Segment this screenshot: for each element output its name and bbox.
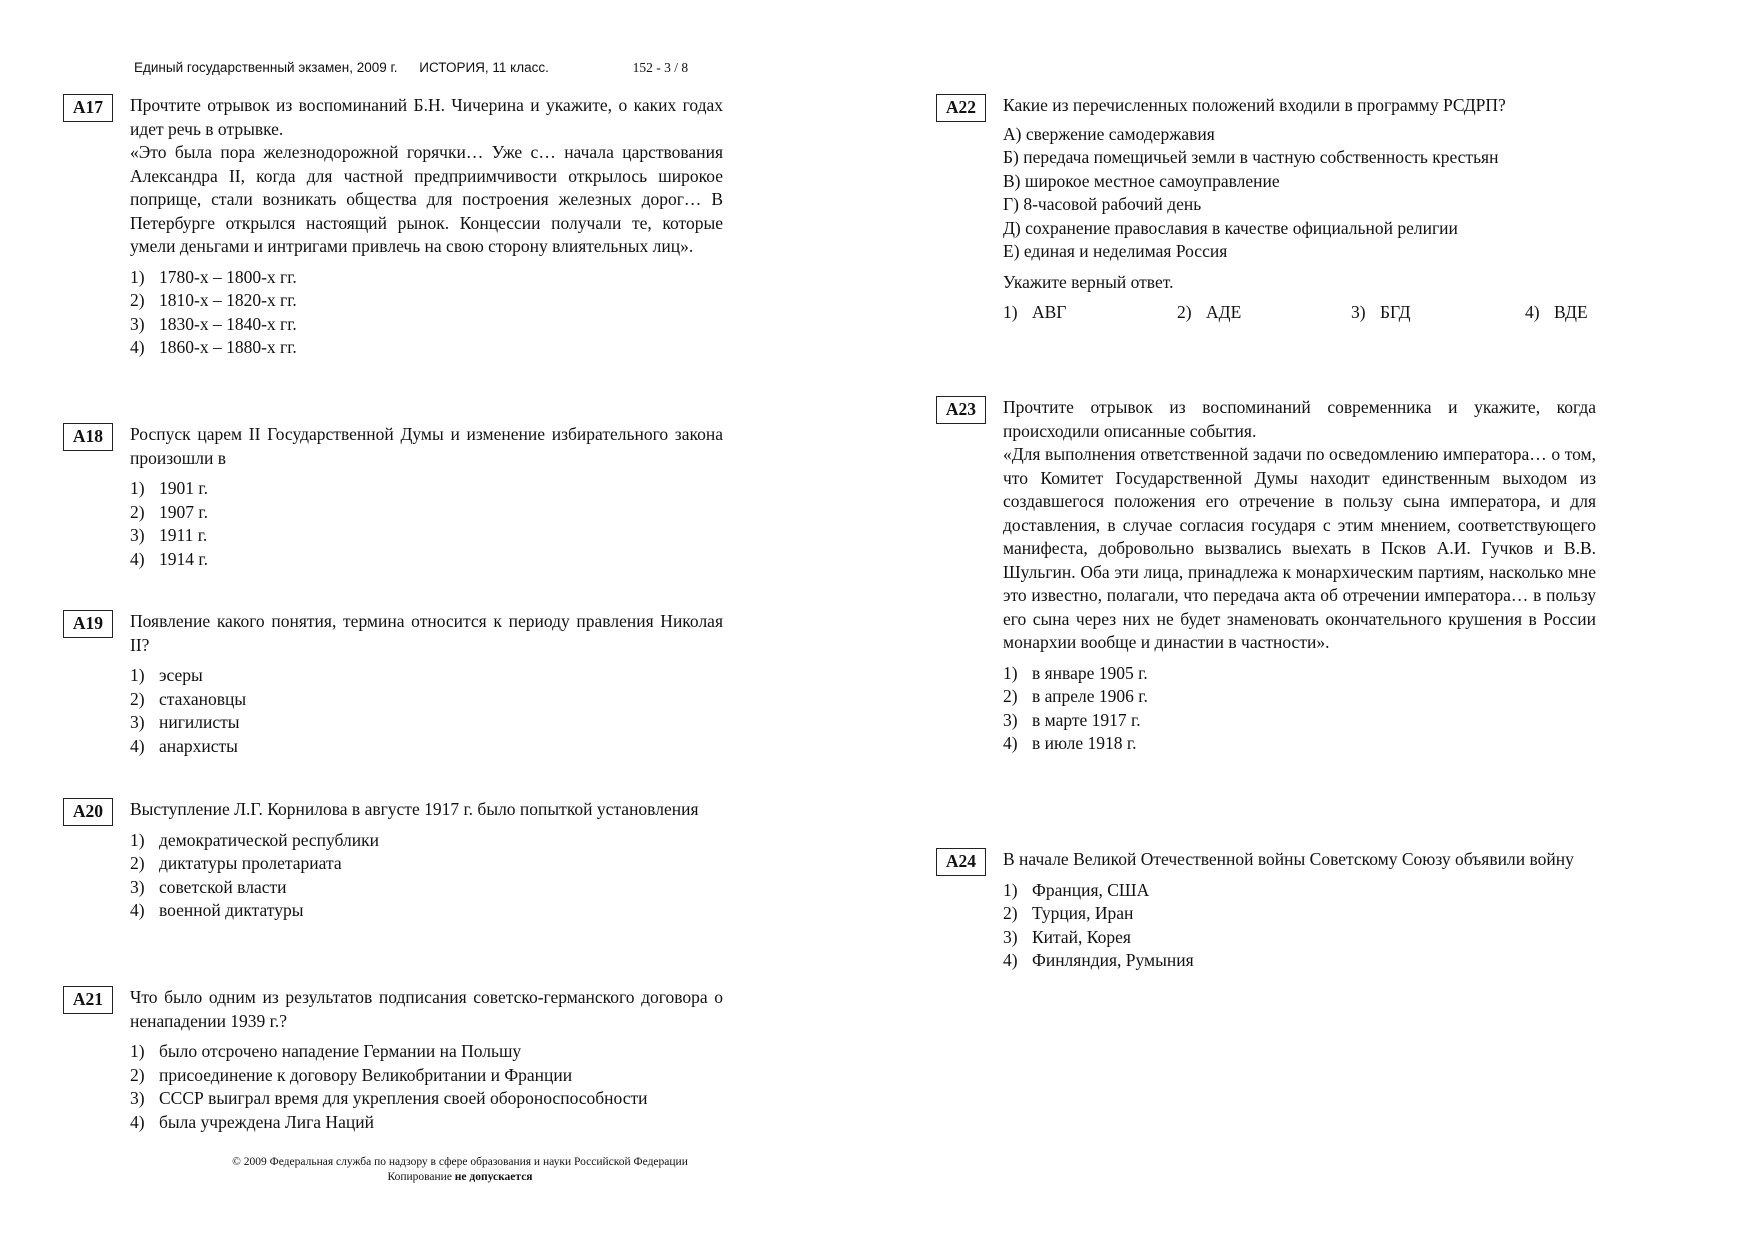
question-number-box: А20 [63,798,113,826]
answer-option[interactable]: 3) 1830-х – 1840-х гг. [130,313,297,334]
answer-options [130,266,723,360]
answer-option[interactable]: 2) в апреле 1906 г. [1003,686,1148,706]
statement-item: А) свержение самодержавия [1003,123,1215,144]
answer-option[interactable]: 2) АДЕ [1177,302,1242,322]
question-quote: «Для выполнения ответственной задачи по осведомлению императора… о том, что Комитет Государственной Думы находит единственным выходом из создавшегося положения его отречение в пользу сына императора, и для доставления, в случае согласия государя с этим мнением, соответствующего манифеста, добровольно вызвались выехать в Псков А.И. Гучков и В.В. Шульгин. Оба эти лица, принадлежа к монархическим партиям, насколько мне это известно, полагали, что передача акта об отречении императора… в пользу его сына через них не будет знаменовать окончательного крушения в России монархии вообще и династии в частности». [1003,444,1596,652]
question-text: Выступление Л.Г. Корнилова в августе 1917 г. было попыткой установления [130,799,699,819]
answer-option[interactable]: 2) Турция, Иран [1003,903,1134,923]
statement-item: Б) передача помещичьей земли в частную собственность крестьян [1003,147,1499,167]
subject-title: ИСТОРИЯ, 11 класс. [419,60,549,75]
answer-options [1003,301,1596,325]
question-a21 [63,986,723,1134]
question-text: Роспуск царем II Государственной Думы и изменение избирательного закона произошли в [130,424,723,468]
question-number-box: А19 [63,610,113,638]
question-a20 [63,798,723,923]
statement-list [1003,123,1596,264]
question-text: В начале Великой Отечественной войны Советскому Союзу объявили войну [1003,849,1574,869]
question-quote: «Это была пора железнодорожной горячки… Уже с… начала царствования Александра II, когда для частной предприимчивости открылось широкое поприще, стали возникать общества для построения железных дорог… В Петербурге открылся настоящий рынок. Концессии получали те, которые умели деньгами и интригами привлечь на свою сторону влиятельных лиц». [130,142,723,256]
page-header [134,60,688,76]
question-a22 [936,94,1596,325]
answer-option[interactable]: 4) 1860-х – 1880-х гг. [130,337,297,357]
exam-title: Единый государственный экзамен, 2009 г. [134,60,398,75]
page-number: 152 - 3 / 8 [632,60,689,75]
page-footer [160,1155,760,1185]
question-number-box: А23 [936,396,986,424]
answer-option[interactable]: 1) в январе 1905 г. [1003,662,1148,683]
statement-item: В) широкое местное самоуправление [1003,170,1280,191]
answer-options [130,829,723,923]
question-number-box: А22 [936,94,986,122]
answer-options [130,1040,723,1134]
answer-option[interactable]: 1) было отсрочено нападение Германии на Польшу [130,1041,522,1061]
answer-option[interactable]: 3) 1911 г. [130,525,208,545]
question-intro: Прочтите отрывок из воспоминаний современника и укажите, когда происходили описанные события. [1003,397,1596,441]
answer-option[interactable]: 4) анархисты [130,735,238,756]
answer-option[interactable]: 4) Финляндия, Румыния [1003,950,1194,970]
answer-option[interactable]: 2) 1907 г. [130,501,208,522]
answer-option[interactable]: 3) нигилисты [130,712,240,732]
question-text [1003,396,1596,655]
answer-option[interactable]: 1) 1901 г. [130,478,208,498]
answer-option[interactable]: 3) БГД [1351,302,1411,322]
answer-option[interactable]: 3) советской власти [130,876,287,897]
answer-option[interactable]: 1) эсеры [130,665,203,685]
answer-option[interactable]: 4) 1914 г. [130,548,208,569]
question-a19 [63,610,723,758]
question-a18 [63,423,723,571]
answer-option[interactable]: 2) диктатуры пролетариата [130,853,342,873]
question-intro: Прочтите отрывок из воспоминаний Б.Н. Чичерина и укажите, о каких годах идет речь в отрывке. [130,95,723,139]
question-a17 [63,94,723,360]
answer-option[interactable]: 1) АВГ [1003,302,1067,322]
question-text: Появление какого понятия, термина относится к периоду правления Николая II? [130,611,723,655]
answer-option[interactable]: 4) ВДЕ [1525,302,1588,322]
question-text: Что было одним из результатов подписания советско-германского договора о ненападении 1939 г.? [130,987,723,1031]
question-number-box: А21 [63,986,113,1014]
answer-option[interactable]: 1) Франция, США [1003,879,1150,900]
question-text [130,94,723,259]
question-number-box: А24 [936,848,986,876]
answer-option[interactable]: 4) в июле 1918 г. [1003,733,1137,753]
answer-prompt: Укажите верный ответ. [1003,271,1174,292]
answer-option[interactable]: 1) 1780-х – 1800-х гг. [130,266,297,287]
statement-item: Д) сохранение православия в качестве официальной религии [1003,217,1458,238]
answer-option[interactable]: 4) была учреждена Лига Наций [130,1111,374,1132]
question-number-box: А17 [63,94,113,122]
statement-item: Г) 8-часовой рабочий день [1003,194,1202,214]
answer-option[interactable]: 2) присоединение к договору Великобритании и Франции [130,1064,573,1085]
answer-options [1003,662,1596,756]
answer-option[interactable]: 2) 1810-х – 1820-х гг. [130,290,297,310]
question-a23 [936,396,1596,756]
copyright-line: © 2009 Федеральная служба по надзору в сфере образования и науки Российской Федерации [232,1156,688,1168]
question-text: Какие из перечисленных положений входили в программу РСДРП? [1003,95,1506,115]
answer-options [130,664,723,758]
answer-option[interactable]: 3) в марте 1917 г. [1003,709,1141,730]
answer-options [130,477,723,571]
statement-item: Е) единая и неделимая Россия [1003,241,1228,261]
answer-option[interactable]: 3) СССР выиграл время для укрепления своей обороноспособности [130,1088,648,1108]
answer-option[interactable]: 3) Китай, Корея [1003,926,1131,947]
question-a24 [936,848,1596,973]
answer-option[interactable]: 2) стахановцы [130,688,247,709]
answer-option[interactable]: 1) демократической республики [130,829,379,850]
answer-options [1003,879,1596,973]
answer-option[interactable]: 4) военной диктатуры [130,900,304,920]
question-number-box: А18 [63,423,113,451]
copy-notice: Копирование не допускается [387,1171,533,1183]
